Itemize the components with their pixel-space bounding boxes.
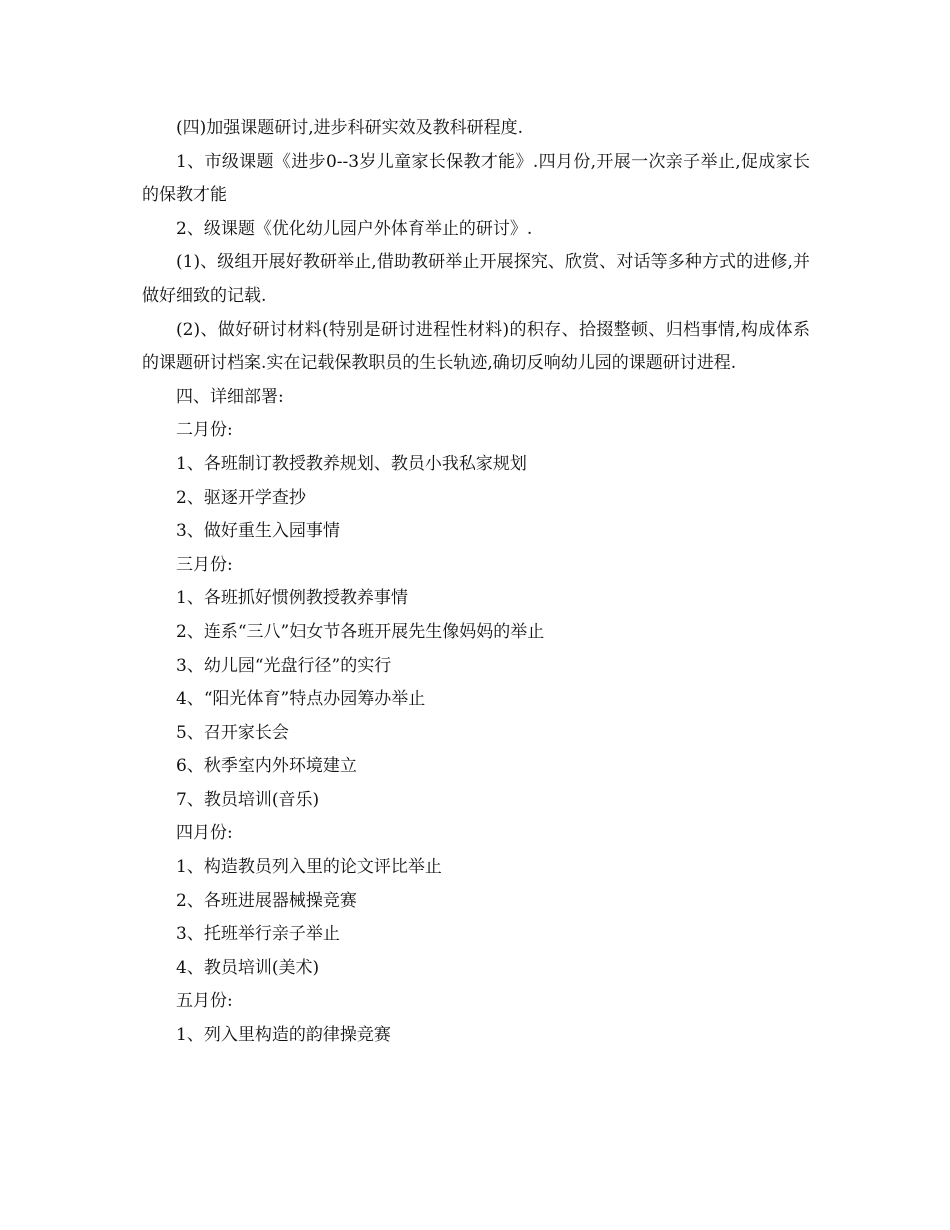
month-heading-february: 二月份: xyxy=(176,420,233,441)
list-item: 3、幼儿园“光盘行径”的实行 xyxy=(176,655,392,676)
paragraph-city-project: 1、市级课题《进步0--3岁儿童家长保教才能》.四月份,开展一次亲子举止,促成家长的保教才能 xyxy=(142,151,810,206)
month-heading-may: 五月份: xyxy=(176,991,233,1012)
list-item: 4、教员培训(美术) xyxy=(176,957,320,978)
month-heading-march: 三月份: xyxy=(176,554,233,575)
paragraph-grade-project: 2、级课题《优化幼儿园户外体育举止的研讨》. xyxy=(176,218,533,239)
list-item: 1、各班抓好惯例教授教养事情 xyxy=(176,588,408,609)
list-item: 7、教员培训(音乐) xyxy=(176,789,320,810)
month-heading-april: 四月份: xyxy=(176,823,233,844)
list-item: 3、做好重生入园事情 xyxy=(176,521,340,542)
list-item: 3、托班举行亲子举止 xyxy=(176,924,340,945)
list-item: 1、列入里构造的韵律操竞赛 xyxy=(176,1025,391,1046)
paragraph-teaching-research: (1)、级组开展好教研举止,借助教研举止开展探究、欣赏、对话等多种方式的进修,并做好细致的记载. xyxy=(142,252,810,306)
list-item: 1、构造教员列入里的论文评比举止 xyxy=(176,857,442,878)
section-heading-research: (四)加强课题研讨,进步科研实效及教科研程度. xyxy=(176,118,524,138)
list-item: 4、“阳光体育”特点办园筹办举止 xyxy=(176,689,426,710)
list-item: 1、各班制订教授教养规划、教员小我私家规划 xyxy=(176,453,527,474)
list-item: 5、召开家长会 xyxy=(176,722,289,743)
section-heading-schedule: 四、详细部署: xyxy=(176,386,284,407)
list-item: 2、连系“三八”妇女节各班开展先生像妈妈的举止 xyxy=(176,621,545,642)
list-item: 6、秋季室内外环境建立 xyxy=(176,756,357,777)
list-item: 2、各班进展器械操竞赛 xyxy=(176,890,357,911)
paragraph-research-materials: (2)、做好研讨材料(特别是研讨进程性材料)的积存、拾掇整顿、归档事情,构成体系的课题研讨档案.实在记载保教职员的生长轨迹,确切反响幼儿园的课题研讨进程. xyxy=(142,319,810,374)
list-item: 2、驱逐开学查抄 xyxy=(176,487,306,508)
